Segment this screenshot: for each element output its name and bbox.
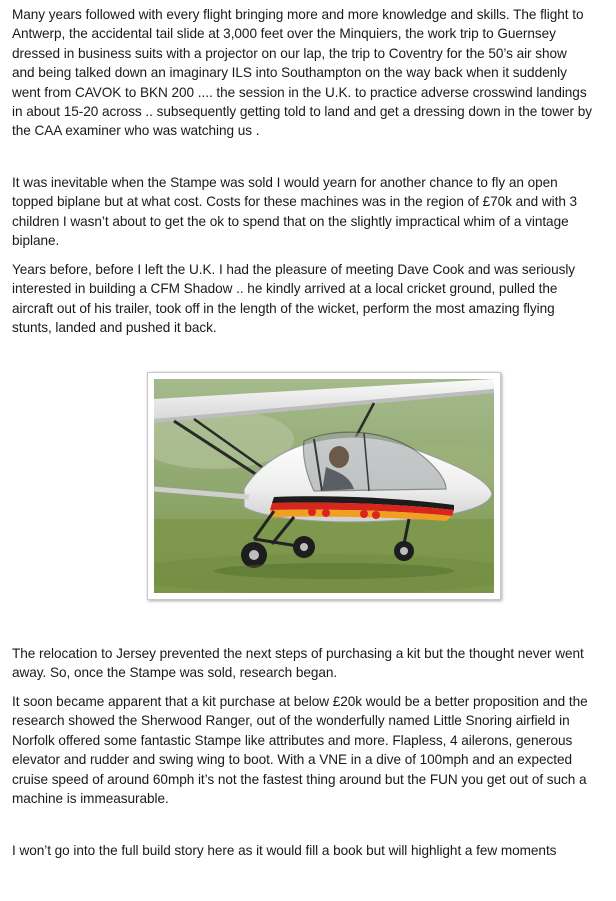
paragraph-stampe-sold: It was inevitable when the Stampe was sold I would yearn for another chance to fly an open topped biplane but at what cost. Costs for these machines was in the region of £70k and with 3 children I wasn’t about to get the ok to spend that on the slightly impractical whim of a vintage biplane. — [12, 175, 578, 249]
aircraft-photo — [154, 379, 494, 593]
paragraph-dave-cook: Years before, before I left the U.K. I had the pleasure of meeting Dave Cook and was seriously interested in building a CFM Shadow .. he kindly arrived at a local cricket ground, pulled the aircraft out of his trailer, took off in the length of the wicket, perform the most amazing flying stunts, landed and pushed it back. — [12, 262, 576, 336]
paragraph-build-story: I won’t go into the full build story here as it would fill a book but will highlight a few moments — [12, 843, 557, 858]
paragraph-relocation: The relocation to Jersey prevented the next steps of purchasing a kit but the thought never went away. So, once the Stampe was sold, research began. — [12, 646, 584, 681]
aircraft-photo-frame — [147, 372, 501, 600]
paragraph-kit-purchase: It soon became apparent that a kit purchase at below £20k would be a better proposition and the research showed the Sherwood Ranger, out of the wonderfully named Little Snoring airfield in Norfolk offered some fantastic Stampe like attributes and more. Flapless, 4 ailerons, generous elevator and rudder and swing wing to boot. With a VNE in a dive of 100mph and an expected cruise speed of around 60mph it’s not the fastest thing around but the FUN you get out of such a machine is immeasurable. — [12, 694, 588, 807]
paragraph-flights: Many years followed with every flight bringing more and more knowledge and skills. The flight to Antwerp, the accidental tail slide at 3,000 feet over the Minquiers, the work trip to Guernsey dressed in business suits with a projector on our lap, the trip to Coventry for the 50’s air show and being talked down an imaginary ILS into Southampton on the way back when it suddenly went from CAVOK to BKN 200 .... the session in the U.K. to practice adverse crosswind landings in about 15-20 across .. subsequently getting told to land and get a dressing down in the tower by the CAA examiner who was watching us . — [12, 7, 593, 139]
cfm-shadow-aircraft-image — [154, 379, 494, 593]
